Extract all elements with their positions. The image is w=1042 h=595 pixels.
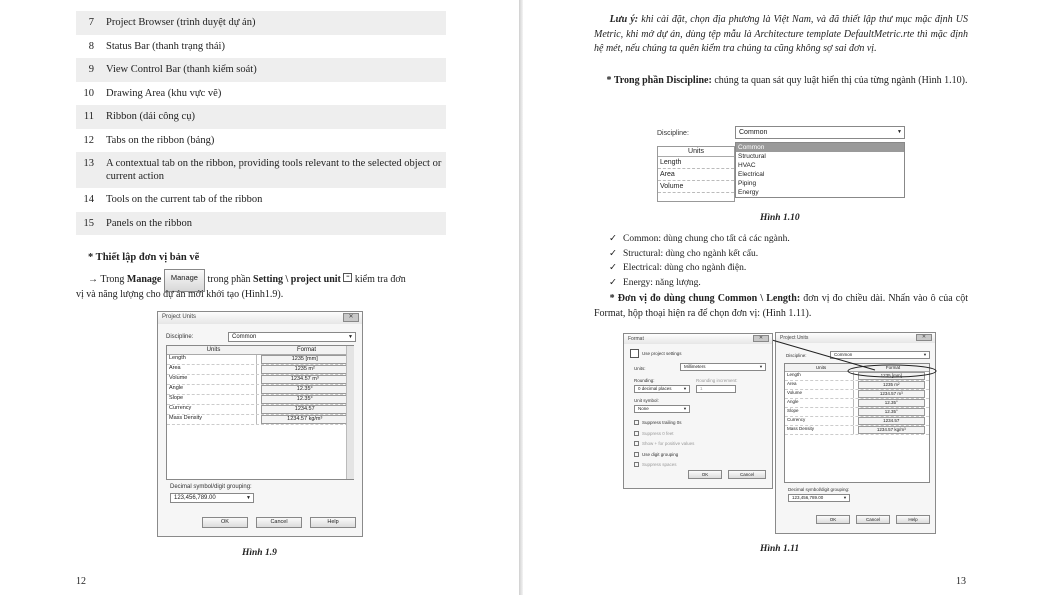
figure-caption-1-10: Hình 1.10 [760, 213, 800, 223]
row-text: Project Browser (trình duyệt dự án) [106, 17, 256, 28]
format-option: Suppress 0 feet [634, 429, 694, 440]
row-text: Tabs on the ribbon (bảng) [106, 134, 215, 146]
format-option: Use digit grouping [634, 450, 694, 461]
check-icon: ✓ [609, 277, 617, 288]
row-text: Tools on the current tab of the ribbon [106, 194, 263, 205]
unit-row: Area 1235 m² [785, 381, 929, 390]
scrollbar [346, 346, 354, 479]
ok-button: OK [202, 517, 248, 528]
row-number: 11 [83, 111, 94, 122]
row-text: Panels on the ribbon [106, 217, 193, 229]
checkbox-icon [634, 431, 639, 436]
project-units-dialog-small: Project Units ✕ Discipline: Common ▼ Units Format Length 1235 [mm] Area 1235 m² Volume 1234.57 m³ Angle 12.35° Slope 12.35° Currency 1234.57 Mass Density 1234.57 kg/m³ Decimal symbol/digit grouping: 123,456,789.00 ▼ OK Cancel Help [775, 332, 936, 534]
unit-row: Area 1235 m² [167, 365, 353, 375]
format-option: Suppress spaces [634, 460, 694, 471]
units-grid: Units Format Length 1235 [mm] Area 1235 m² Volume 1234.57 m³ Angle 12.35° Slope 12.35° Currency 1234.57 Mass Density 1234.57 kg/m³ [784, 363, 930, 483]
length-paragraph: * Đơn vị đo dùng chung Common \ Length: đơn vị đo chiều dài. Nhấn vào ô của cột Format, hộp thoại hiện ra để chọn đơn vị: (Hình 1.11). [594, 293, 968, 319]
row-number: 10 [83, 87, 94, 99]
discipline-option: Structural [738, 153, 766, 160]
close-icon: ✕ [343, 313, 359, 322]
discipline-paragraph: * Trong phần Discipline: chúng ta quan sát quy luật hiển thị của từng ngành (Hình 1.10). [606, 75, 968, 86]
discipline-select: Common ▼ [735, 126, 905, 139]
figure-caption-1-9: Hình 1.9 [242, 548, 277, 558]
units-paragraph-line2: vị và năng lượng cho dự án mới khởi tạo (Hình1.9). [76, 289, 284, 300]
table-row [76, 11, 446, 35]
discipline-options-list [735, 142, 905, 198]
decimal-select: 123,456,789.00 ▼ [170, 493, 254, 503]
discipline-checklist [609, 232, 790, 290]
unit-row: Length 1235 [mm] [785, 372, 929, 381]
row-text: Ribbon (dải công cụ) [106, 111, 195, 122]
left-page [0, 0, 519, 595]
row-number: 9 [88, 64, 94, 75]
page-number-right: 13 [956, 576, 966, 587]
checklist-item: ✓ Structural: dùng cho ngành kết cấu. [609, 247, 790, 262]
note-paragraph: Lưu ý: khi cài đặt, chọn địa phương là Việt Nam, và đã thiết lập thư mục mặc định US Metric, khi mở dự án, dùng tệp mẫu là Architecture template DefaultMetric.rte thì mặc định hệ mét, nếu chúng ta quên kiểm tra chúng ta cũng không sợ sai đơn vị. [594, 14, 969, 54]
unit-row: Volume [658, 181, 734, 193]
unit-row: Angle 12.35° [167, 385, 353, 395]
table-row [76, 35, 446, 59]
check-icon: ✓ [609, 263, 617, 273]
discipline-select: Common ▼ [228, 332, 356, 342]
row-text: View Control Bar (thanh kiểm soát) [106, 64, 257, 75]
unit-row: Volume 1234.57 m³ [167, 375, 353, 385]
table-row [76, 58, 446, 82]
discipline-option: HVAC [738, 162, 756, 169]
unit-row: Angle 12.35° [785, 399, 929, 408]
units-paragraph: → Trong Manage Manage trong phần Setting \ project unit ≡ kiểm tra đơn [88, 273, 468, 292]
unit-row: Length 1235 [mm] [167, 355, 353, 365]
chevron-down-icon: ▼ [348, 334, 353, 340]
units-grid: Units Format Length 1235 [mm] Area 1235 m² Volume 1234.57 m³ Angle 12.35° Slope 12.35° Currency 1234.57 Mass Density 1234.57 kg/m³ [166, 345, 354, 480]
unit-row: Slope 12.35° [785, 408, 929, 417]
checkbox-icon [634, 452, 639, 457]
table-row [76, 82, 446, 106]
unit-row: Currency 1234.57 [167, 405, 353, 415]
format-dialog: Format ✕ Use project settings Units: Millimeters ▼ Rounding: Rounding increment: 0 decimal places ▼ 1 Unit symbol: None ▼ Suppress trailing 0s Suppress 0 feet Show + for positive values Use digit grouping Suppress spaces OK Cancel [623, 333, 773, 489]
figure-caption-1-11: Hình 1.11 [760, 544, 800, 554]
row-text: A contextual tab on the ribbon, providing tools relevant to the selected object or current action [106, 158, 442, 182]
checkbox-icon [634, 462, 639, 467]
table-row [76, 129, 446, 153]
discipline-option: Electrical [738, 171, 765, 178]
row-number: 7 [88, 17, 94, 28]
project-units-icon: ≡ [343, 273, 352, 282]
table-row [76, 105, 446, 129]
row-number: 15 [83, 217, 94, 229]
row-number: 13 [83, 158, 94, 169]
units-grid: Units Length Area Volume [657, 146, 735, 202]
unit-row: Length [658, 157, 734, 169]
row-number: 12 [83, 134, 94, 146]
discipline-option: Piping [738, 180, 757, 187]
help-button: Help [310, 517, 356, 528]
section-heading-units: * Thiết lập đơn vị bản vẽ [88, 252, 200, 263]
row-text: Drawing Area (khu vực vẽ) [106, 87, 222, 99]
manage-tab-image: Manage [164, 269, 205, 292]
use-project-checkbox [630, 349, 639, 358]
discipline-option: Energy [738, 189, 759, 196]
row-number: 8 [88, 40, 94, 52]
table-row [76, 188, 446, 212]
checkbox-icon [634, 420, 639, 425]
checklist-item: ✓ Common: dùng chung cho tất cả các ngành. [609, 232, 790, 247]
checklist-item: ✓ Electrical: dùng cho ngành điện. [609, 261, 790, 276]
unit-row: Area [658, 169, 734, 181]
check-icon: ✓ [609, 248, 617, 259]
unit-row: Mass Density 1234.57 kg/m³ [167, 415, 353, 425]
unit-row: Volume 1234.57 m³ [785, 390, 929, 399]
unit-row: Slope 12.35° [167, 395, 353, 405]
discipline-option: Common [736, 143, 904, 152]
format-option: Suppress trailing 0s [634, 418, 694, 429]
checkbox-icon [634, 441, 639, 446]
discipline-dropdown-image: Discipline: Common ▼ Units Length Area Volume Common Structural HVAC Electrical Piping Energy [651, 118, 909, 204]
cancel-button: Cancel [256, 517, 302, 528]
dialog-title: Project Units ✕ [158, 312, 362, 324]
check-icon: ✓ [609, 234, 617, 244]
highlight-annotation [770, 330, 940, 380]
row-text: Status Bar (thanh trạng thái) [106, 40, 225, 52]
row-number: 14 [83, 194, 94, 205]
unit-row: Mass Density 1234.57 kg/m³ [785, 426, 929, 435]
interface-parts-table [76, 11, 446, 235]
page-number: 12 [76, 576, 86, 587]
format-option: Show + for positive values [634, 439, 694, 450]
table-row [76, 212, 446, 236]
unit-row: Currency 1234.57 [785, 417, 929, 426]
checklist-item: ✓ Energy: năng lượng. [609, 276, 790, 291]
table-row [76, 152, 446, 188]
project-units-dialog: Project Units ✕ Discipline: Common ▼ Units Format Length 1235 [mm] Area 1235 m² Volume 1234.57 m³ Angle 12.35° Slope 12.35° Currency 1234.57 Mass Density 1234.57 kg/m³ Decimal symbol/digit grouping: 123,456,789.00 ▼ OK Cancel Help [157, 311, 363, 537]
